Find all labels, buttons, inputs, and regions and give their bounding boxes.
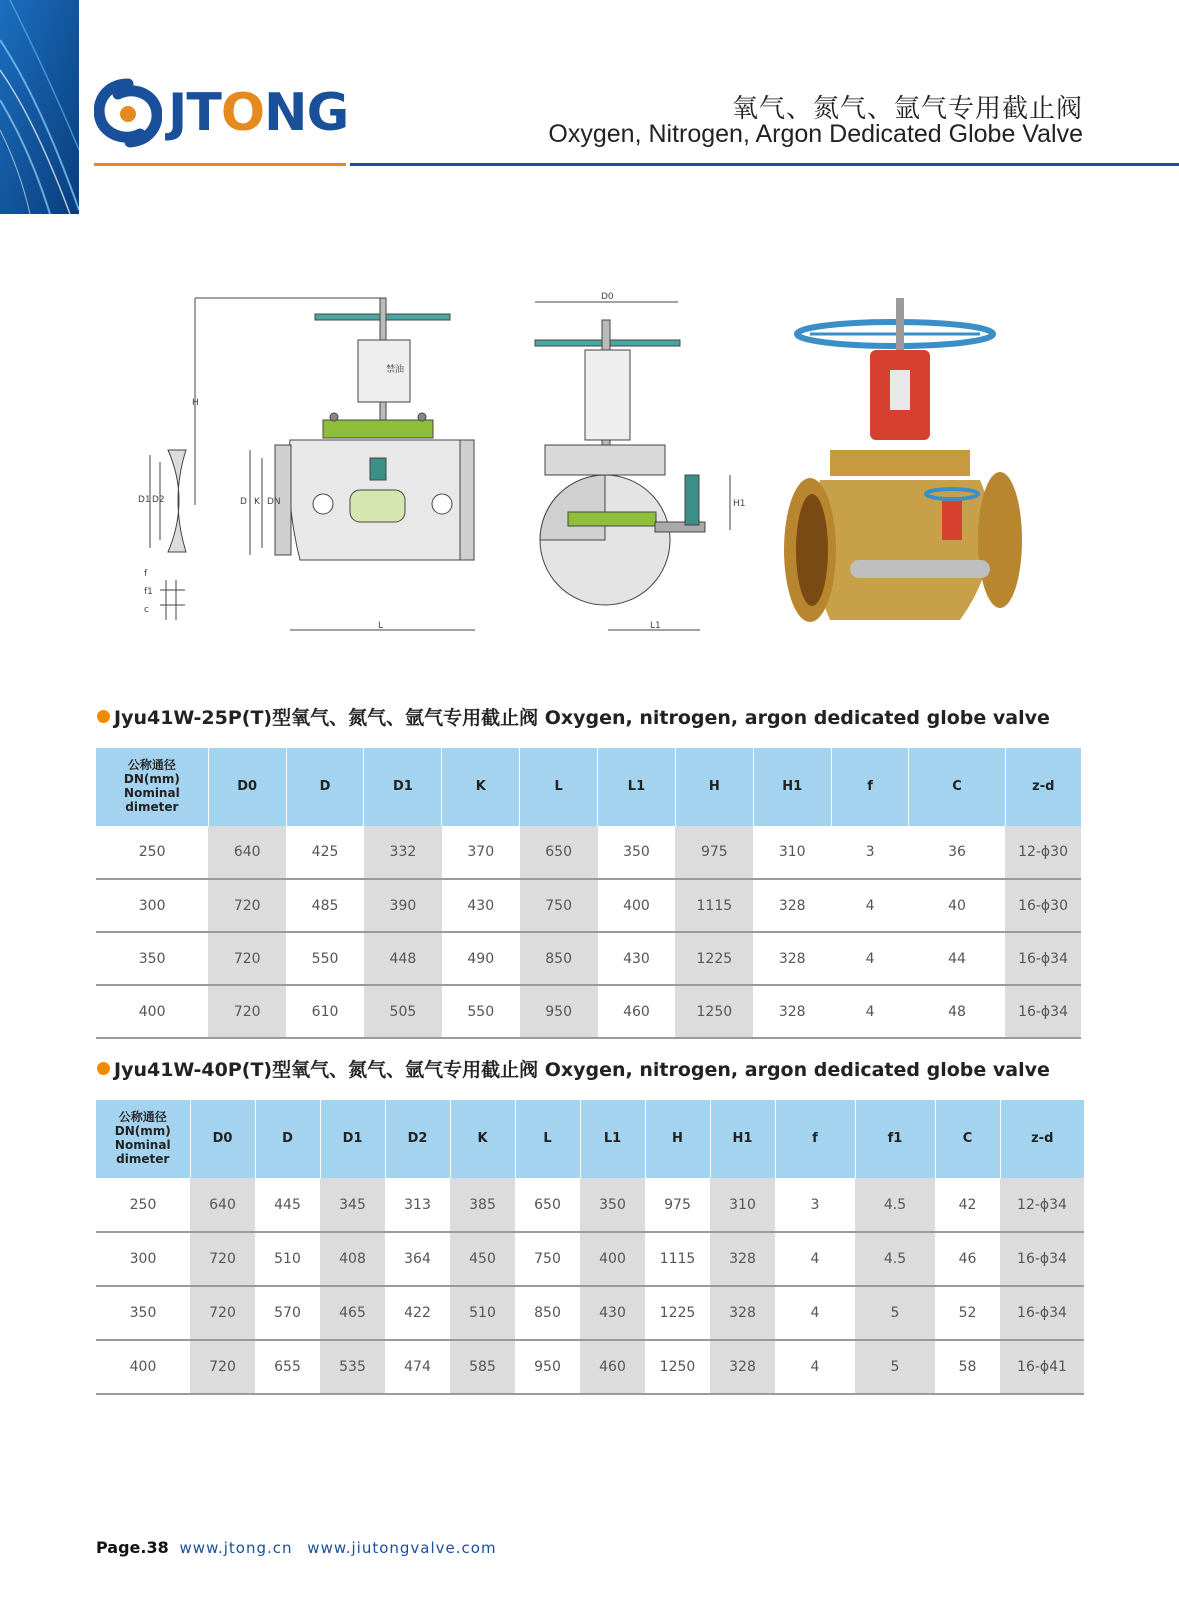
column-header-d1: D1 xyxy=(364,748,442,826)
table-cell: 4 xyxy=(831,985,909,1038)
table-cell: 4 xyxy=(775,1232,855,1286)
table-cell: 430 xyxy=(442,879,520,932)
header-nominal-line: DN(mm) xyxy=(114,1124,171,1139)
table-cell: 510 xyxy=(255,1232,320,1286)
spec-table-40p xyxy=(96,1100,1084,1395)
label-f1: f1 xyxy=(144,587,153,597)
table-cell: 505 xyxy=(364,985,442,1038)
table-cell: 40 xyxy=(909,879,1005,932)
table-cell: 12-ϕ34 xyxy=(1000,1178,1084,1232)
spec-table-25p xyxy=(96,748,1081,1039)
table-cell: 720 xyxy=(190,1286,255,1340)
column-header-l: L xyxy=(515,1100,580,1178)
table-cell: 4 xyxy=(775,1340,855,1394)
website-link-jiutong[interactable]: www.jiutongvalve.com xyxy=(307,1539,497,1557)
logo-swirl-icon xyxy=(94,78,162,148)
column-header-h1: H1 xyxy=(710,1100,775,1178)
label-d2: D2 xyxy=(152,495,165,505)
column-header-f: f xyxy=(831,748,909,826)
table-cell: 364 xyxy=(385,1232,450,1286)
table-cell: 465 xyxy=(320,1286,385,1340)
table2-heading: Jyu41W-40P(T)型氧气、氮气、氩气专用截止阀 Oxygen, nitrogen, argon dedicated globe valve xyxy=(97,1055,1050,1082)
header-nominal-line: Nominal xyxy=(114,1138,171,1152)
table-cell: 16-ϕ34 xyxy=(1005,985,1081,1038)
page-footer xyxy=(96,1538,507,1557)
column-header-d: D xyxy=(255,1100,320,1178)
label-oil-free: 禁油 xyxy=(386,365,405,375)
table-cell: 5 xyxy=(855,1286,935,1340)
table-cell: 1250 xyxy=(675,985,753,1038)
label-k: K xyxy=(254,497,260,507)
table-cell: 328 xyxy=(753,985,831,1038)
table-cell: 3 xyxy=(831,826,909,879)
table-cell: 550 xyxy=(286,932,364,985)
table-cell: 490 xyxy=(442,932,520,985)
table-row xyxy=(96,932,1081,985)
valve-drawings xyxy=(130,290,1050,660)
table-cell: 422 xyxy=(385,1286,450,1340)
table-cell: 3 xyxy=(775,1178,855,1232)
table-row xyxy=(96,1340,1084,1394)
table-cell: 460 xyxy=(580,1340,645,1394)
table-cell: 4 xyxy=(831,932,909,985)
header-nominal-line: 公称通径 xyxy=(118,1110,167,1125)
table-cell: 250 xyxy=(96,826,208,879)
column-header-k: K xyxy=(450,1100,515,1178)
table-cell: 328 xyxy=(710,1286,775,1340)
table-cell: 328 xyxy=(710,1232,775,1286)
column-header-h: H xyxy=(645,1100,710,1178)
table-cell: 328 xyxy=(753,932,831,985)
table-cell: 400 xyxy=(598,879,676,932)
table-cell: 720 xyxy=(208,879,286,932)
table-cell: 5 xyxy=(855,1340,935,1394)
table-cell: 350 xyxy=(96,1286,190,1340)
table-cell: 313 xyxy=(385,1178,450,1232)
bullet-dot-icon xyxy=(97,710,110,723)
column-header-k: K xyxy=(442,748,520,826)
table-cell: 720 xyxy=(208,985,286,1038)
table-cell: 720 xyxy=(190,1232,255,1286)
table-cell: 345 xyxy=(320,1178,385,1232)
column-header-zd: z-d xyxy=(1005,748,1081,826)
table-cell: 1225 xyxy=(645,1286,710,1340)
table-cell: 400 xyxy=(96,985,208,1038)
column-header-c: C xyxy=(909,748,1005,826)
column-header-f: f xyxy=(775,1100,855,1178)
label-l: L xyxy=(378,621,384,631)
table-cell: 310 xyxy=(710,1178,775,1232)
logo-underline xyxy=(94,163,346,166)
table-cell: 640 xyxy=(208,826,286,879)
logo-wordmark: JTONG xyxy=(168,83,349,143)
table-cell: 12-ϕ30 xyxy=(1005,826,1081,879)
header-nominal-line: Nominal dimeter xyxy=(124,786,180,814)
table-cell: 448 xyxy=(364,932,442,985)
company-logo xyxy=(94,78,348,148)
table-cell: 48 xyxy=(909,985,1005,1038)
table-row xyxy=(96,1286,1084,1340)
valve-side-view xyxy=(535,302,730,630)
table-row xyxy=(96,985,1081,1038)
table-cell: 4 xyxy=(831,879,909,932)
table-cell: 1115 xyxy=(645,1232,710,1286)
table-cell: 36 xyxy=(909,826,1005,879)
table-cell: 430 xyxy=(598,932,676,985)
page-number: Page.38 xyxy=(96,1538,169,1557)
table-cell: 42 xyxy=(935,1178,1000,1232)
table-cell: 1115 xyxy=(675,879,753,932)
table-cell: 750 xyxy=(515,1232,580,1286)
table-cell: 430 xyxy=(580,1286,645,1340)
column-header-l1: L1 xyxy=(598,748,676,826)
table-cell: 535 xyxy=(320,1340,385,1394)
table-cell: 16-ϕ41 xyxy=(1000,1340,1084,1394)
header-rule xyxy=(350,163,1179,166)
table-cell: 720 xyxy=(208,932,286,985)
column-header-h1: H1 xyxy=(753,748,831,826)
table-cell: 16-ϕ34 xyxy=(1000,1232,1084,1286)
table-cell: 650 xyxy=(515,1178,580,1232)
label-d1: D1 xyxy=(138,495,151,505)
table-cell: 52 xyxy=(935,1286,1000,1340)
table-cell: 445 xyxy=(255,1178,320,1232)
table-cell: 510 xyxy=(450,1286,515,1340)
table-cell: 16-ϕ34 xyxy=(1000,1286,1084,1340)
label-h: H xyxy=(192,398,199,408)
table-cell: 1225 xyxy=(675,932,753,985)
column-header-f1: f1 xyxy=(855,1100,935,1178)
table-cell: 4 xyxy=(775,1286,855,1340)
table-cell: 4.5 xyxy=(855,1232,935,1286)
column-header-d2: D2 xyxy=(385,1100,450,1178)
table-cell: 474 xyxy=(385,1340,450,1394)
table-cell: 46 xyxy=(935,1232,1000,1286)
table-cell: 650 xyxy=(520,826,598,879)
table-cell: 328 xyxy=(710,1340,775,1394)
table-cell: 585 xyxy=(450,1340,515,1394)
table-cell: 4.5 xyxy=(855,1178,935,1232)
table-row xyxy=(96,1178,1084,1232)
header-nominal-line: dimeter xyxy=(116,1151,170,1166)
label-d: D xyxy=(240,497,247,507)
column-header-d: D xyxy=(286,748,364,826)
table-cell: 400 xyxy=(580,1232,645,1286)
table-cell: 408 xyxy=(320,1232,385,1286)
label-c: c xyxy=(144,605,149,615)
table-cell: 310 xyxy=(753,826,831,879)
table-cell: 640 xyxy=(190,1178,255,1232)
table-cell: 950 xyxy=(515,1340,580,1394)
label-h1: H1 xyxy=(733,499,746,509)
column-header-d0: D0 xyxy=(208,748,286,826)
column-header-c: C xyxy=(935,1100,1000,1178)
column-header-zd: z-d xyxy=(1000,1100,1084,1178)
bullet-dot-icon xyxy=(97,1062,110,1075)
table-cell: 350 xyxy=(598,826,676,879)
table-cell: 250 xyxy=(96,1178,190,1232)
header-corner-graphic xyxy=(0,0,79,214)
table-cell: 450 xyxy=(450,1232,515,1286)
header-nominal-line: 公称通径 xyxy=(127,758,176,773)
column-header-l1: L1 xyxy=(580,1100,645,1178)
flange-side-view xyxy=(150,450,186,620)
label-f: f xyxy=(144,569,148,579)
table-cell: 750 xyxy=(520,879,598,932)
column-header-d0: D0 xyxy=(190,1100,255,1178)
table-cell: 385 xyxy=(450,1178,515,1232)
table-cell: 485 xyxy=(286,879,364,932)
table-cell: 328 xyxy=(753,879,831,932)
label-dn: DN xyxy=(267,497,281,507)
table-cell: 425 xyxy=(286,826,364,879)
table-cell: 16-ϕ34 xyxy=(1005,932,1081,985)
column-header-h: H xyxy=(675,748,753,826)
table-cell: 1250 xyxy=(645,1340,710,1394)
table-cell: 350 xyxy=(96,932,208,985)
table-cell: 850 xyxy=(515,1286,580,1340)
valve-front-view xyxy=(195,298,475,630)
header-nominal-diameter xyxy=(96,1100,190,1178)
label-d0: D0 xyxy=(601,292,614,302)
website-link-jtong[interactable]: www.jtong.cn xyxy=(179,1539,293,1557)
table-cell: 550 xyxy=(442,985,520,1038)
table-row xyxy=(96,826,1081,879)
label-l1: L1 xyxy=(650,621,661,631)
table-row xyxy=(96,879,1081,932)
header-nominal-diameter xyxy=(96,748,208,826)
table-row xyxy=(96,1232,1084,1286)
table-cell: 300 xyxy=(96,879,208,932)
table-cell: 300 xyxy=(96,1232,190,1286)
page-title-chinese: 氧气、氮气、氩气专用截止阀 xyxy=(731,94,1083,124)
table-cell: 350 xyxy=(580,1178,645,1232)
table-cell: 655 xyxy=(255,1340,320,1394)
table-cell: 950 xyxy=(520,985,598,1038)
table-cell: 332 xyxy=(364,826,442,879)
table-cell: 370 xyxy=(442,826,520,879)
table-cell: 975 xyxy=(645,1178,710,1232)
table-cell: 570 xyxy=(255,1286,320,1340)
table-cell: 400 xyxy=(96,1340,190,1394)
table-cell: 460 xyxy=(598,985,676,1038)
table-cell: 390 xyxy=(364,879,442,932)
table1-heading: Jyu41W-25P(T)型氧气、氮气、氩气专用截止阀 Oxygen, nitrogen, argon dedicated globe valve xyxy=(97,703,1050,730)
table-cell: 975 xyxy=(675,826,753,879)
column-header-l: L xyxy=(520,748,598,826)
table-cell: 610 xyxy=(286,985,364,1038)
table-cell: 58 xyxy=(935,1340,1000,1394)
column-header-d1: D1 xyxy=(320,1100,385,1178)
table-cell: 720 xyxy=(190,1340,255,1394)
header-nominal-line: DN(mm) xyxy=(123,772,180,787)
table-cell: 44 xyxy=(909,932,1005,985)
table-cell: 16-ϕ30 xyxy=(1005,879,1081,932)
page-title-english: Oxygen, Nitrogen, Argon Dedicated Globe Valve xyxy=(548,120,1083,148)
valve-product-photo xyxy=(784,298,1022,622)
table-cell: 850 xyxy=(520,932,598,985)
